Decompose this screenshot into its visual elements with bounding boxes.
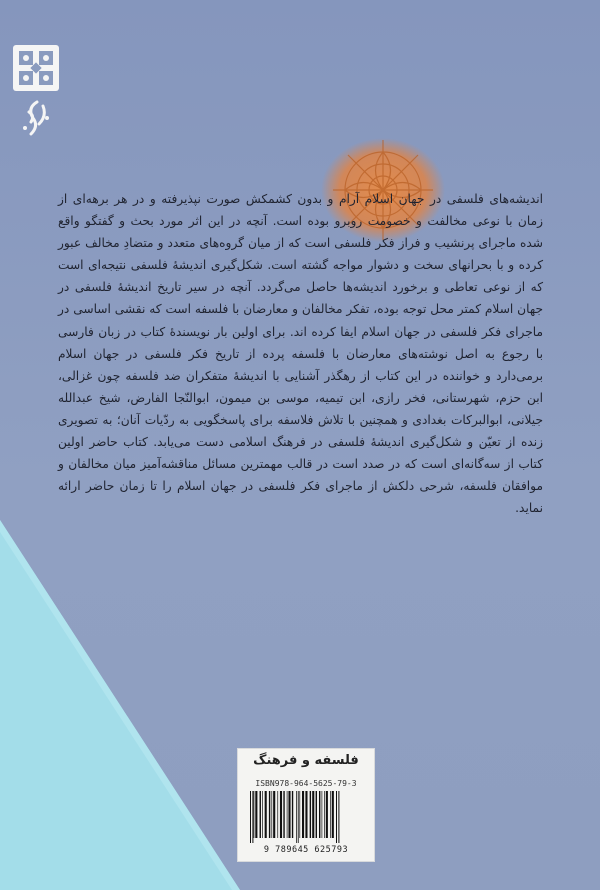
- blurb-line: ماجرای فکر فلسفی در جهان اسلام را تا زمان حاضر ارائه نماید.: [58, 479, 543, 516]
- barcode-bar: [298, 791, 299, 843]
- barcode-bar: [322, 791, 323, 838]
- barcode-bar: [262, 791, 263, 838]
- blurb-line: ابوالبرکات بغدادی و همچنین با تلاش فلاسفه برای پاسخگویی به ردّیات آنان؛: [116, 412, 503, 427]
- isbn-label: ISBN978-964-5625-79-3: [255, 779, 357, 788]
- barcode-bar: [330, 791, 331, 838]
- barcode-bar: [302, 791, 304, 838]
- barcode-bar: [280, 791, 282, 838]
- barcode-bar: [255, 791, 257, 838]
- blurb-line: جهان اسلام کمتر محل توجه بوده، تفکر مخالفان و معارضان با فلسفه است که: [149, 302, 543, 317]
- barcode-bar: [283, 791, 284, 838]
- blurb-line: این اثر مورد بحث و گفتگو واقع شده ماجرای پرنشیب و فراز فکر فلسفی است: [58, 214, 543, 251]
- barcode-bar: [296, 791, 297, 843]
- barcode-bars: [248, 791, 364, 843]
- barcode-bar: [312, 791, 314, 838]
- publisher-series-label: فلسفه و فرهنگ: [253, 753, 359, 768]
- barcode-bar: [260, 791, 261, 838]
- blurb-line: نقشی اساسی در ماجرای فکر فلسفی در جهان اسلام ایفا کرده اند. برای اولین: [58, 302, 544, 339]
- blurb-line: رهگذر آشنایی با اندیشهٔ متفکران ضد فلسفه چون غزالی، ابن حزم، شهرستانی،: [58, 368, 543, 405]
- barcode-sticker: [237, 748, 375, 862]
- barcode-bar: [305, 791, 307, 838]
- barcode-bar: [324, 791, 325, 838]
- blurb-line: به تصویری زنده از تعیّن و شکل‌گیری اندیشهٔ فلسفی در فرهنگ اسلامی دست: [58, 412, 544, 450]
- blurb-line: تعاطی و برخورد اندیشه‌ها حاصل می‌گردد. آنچه در سیر تاریخ اندیشهٔ فلسفی در: [58, 280, 478, 295]
- barcode-bar: [269, 791, 270, 838]
- barcode-bar: [265, 791, 267, 838]
- barcode-bar: [338, 791, 339, 843]
- barcode-bar: [326, 791, 328, 838]
- barcode-bar: [287, 791, 288, 838]
- blurb-line: بار نویسندهٔ کتاب در زبان فارسی با رجوع به اصل نوشته‌های معارضان با فلسفه: [58, 324, 544, 361]
- barcode-bar: [292, 791, 293, 838]
- barcode-bar: [332, 791, 334, 838]
- blurb-line: و در هر برهه‌ای از زمان با نوعی مخالفت و خصومت روبرو بوده است. آنچه در: [58, 192, 543, 229]
- barcode-bar: [277, 791, 278, 838]
- barcode-bar: [273, 791, 275, 838]
- barcode-bar: [310, 791, 311, 838]
- barcode-bar: [319, 791, 320, 838]
- barcode-bar: [299, 791, 300, 838]
- publisher-logo: [7, 42, 65, 157]
- barcode-bar: [288, 791, 290, 838]
- blurb-line: پرده از تاریخ فکر فلسفی در جهان اسلام برمی‌دارد و خواننده در این کتاب از: [58, 346, 543, 383]
- back-cover-blurb: [58, 188, 543, 519]
- blurb-line: می‌یابد. کتاب حاضر اولین کتاب از سه‌گانه‌ای است که در صدد است در قالب: [58, 435, 543, 472]
- blurb-line: مهمترین مسائل مناقشه‌آمیز میان مخالفان و موافقان فلسفه، شرحی دلکش از: [58, 457, 544, 494]
- barcode-bar: [250, 791, 251, 843]
- barcode-bar: [271, 791, 272, 838]
- blurb-line: اندیشه‌های فلسفی در جهان اسلام آرام و بدون کشمکش صورت نپذیرفته: [161, 192, 544, 206]
- blurb-line: فخر رازی، ابن تیمیه، موسی بن میمون، ابوالنّجا الفارض، شیخ عبدالله جیلانی،: [58, 390, 544, 427]
- barcode-bar: [316, 791, 317, 838]
- blurb-line: دشوار مواجه گشته است. شکل‌گیری اندیشهٔ فلسفی نتیجه‌ای است که از نوعی: [58, 258, 544, 295]
- barcode-bar: [336, 791, 337, 843]
- blurb-line: که از میان گروه‌های متعدد و متضادِ مخالف عبور کرده و با بحرانهای سخت و: [58, 236, 544, 273]
- barcode-bar: [252, 791, 253, 843]
- barcode-bar: [254, 791, 255, 838]
- barcode-digits: 9 789645 625793: [263, 845, 349, 855]
